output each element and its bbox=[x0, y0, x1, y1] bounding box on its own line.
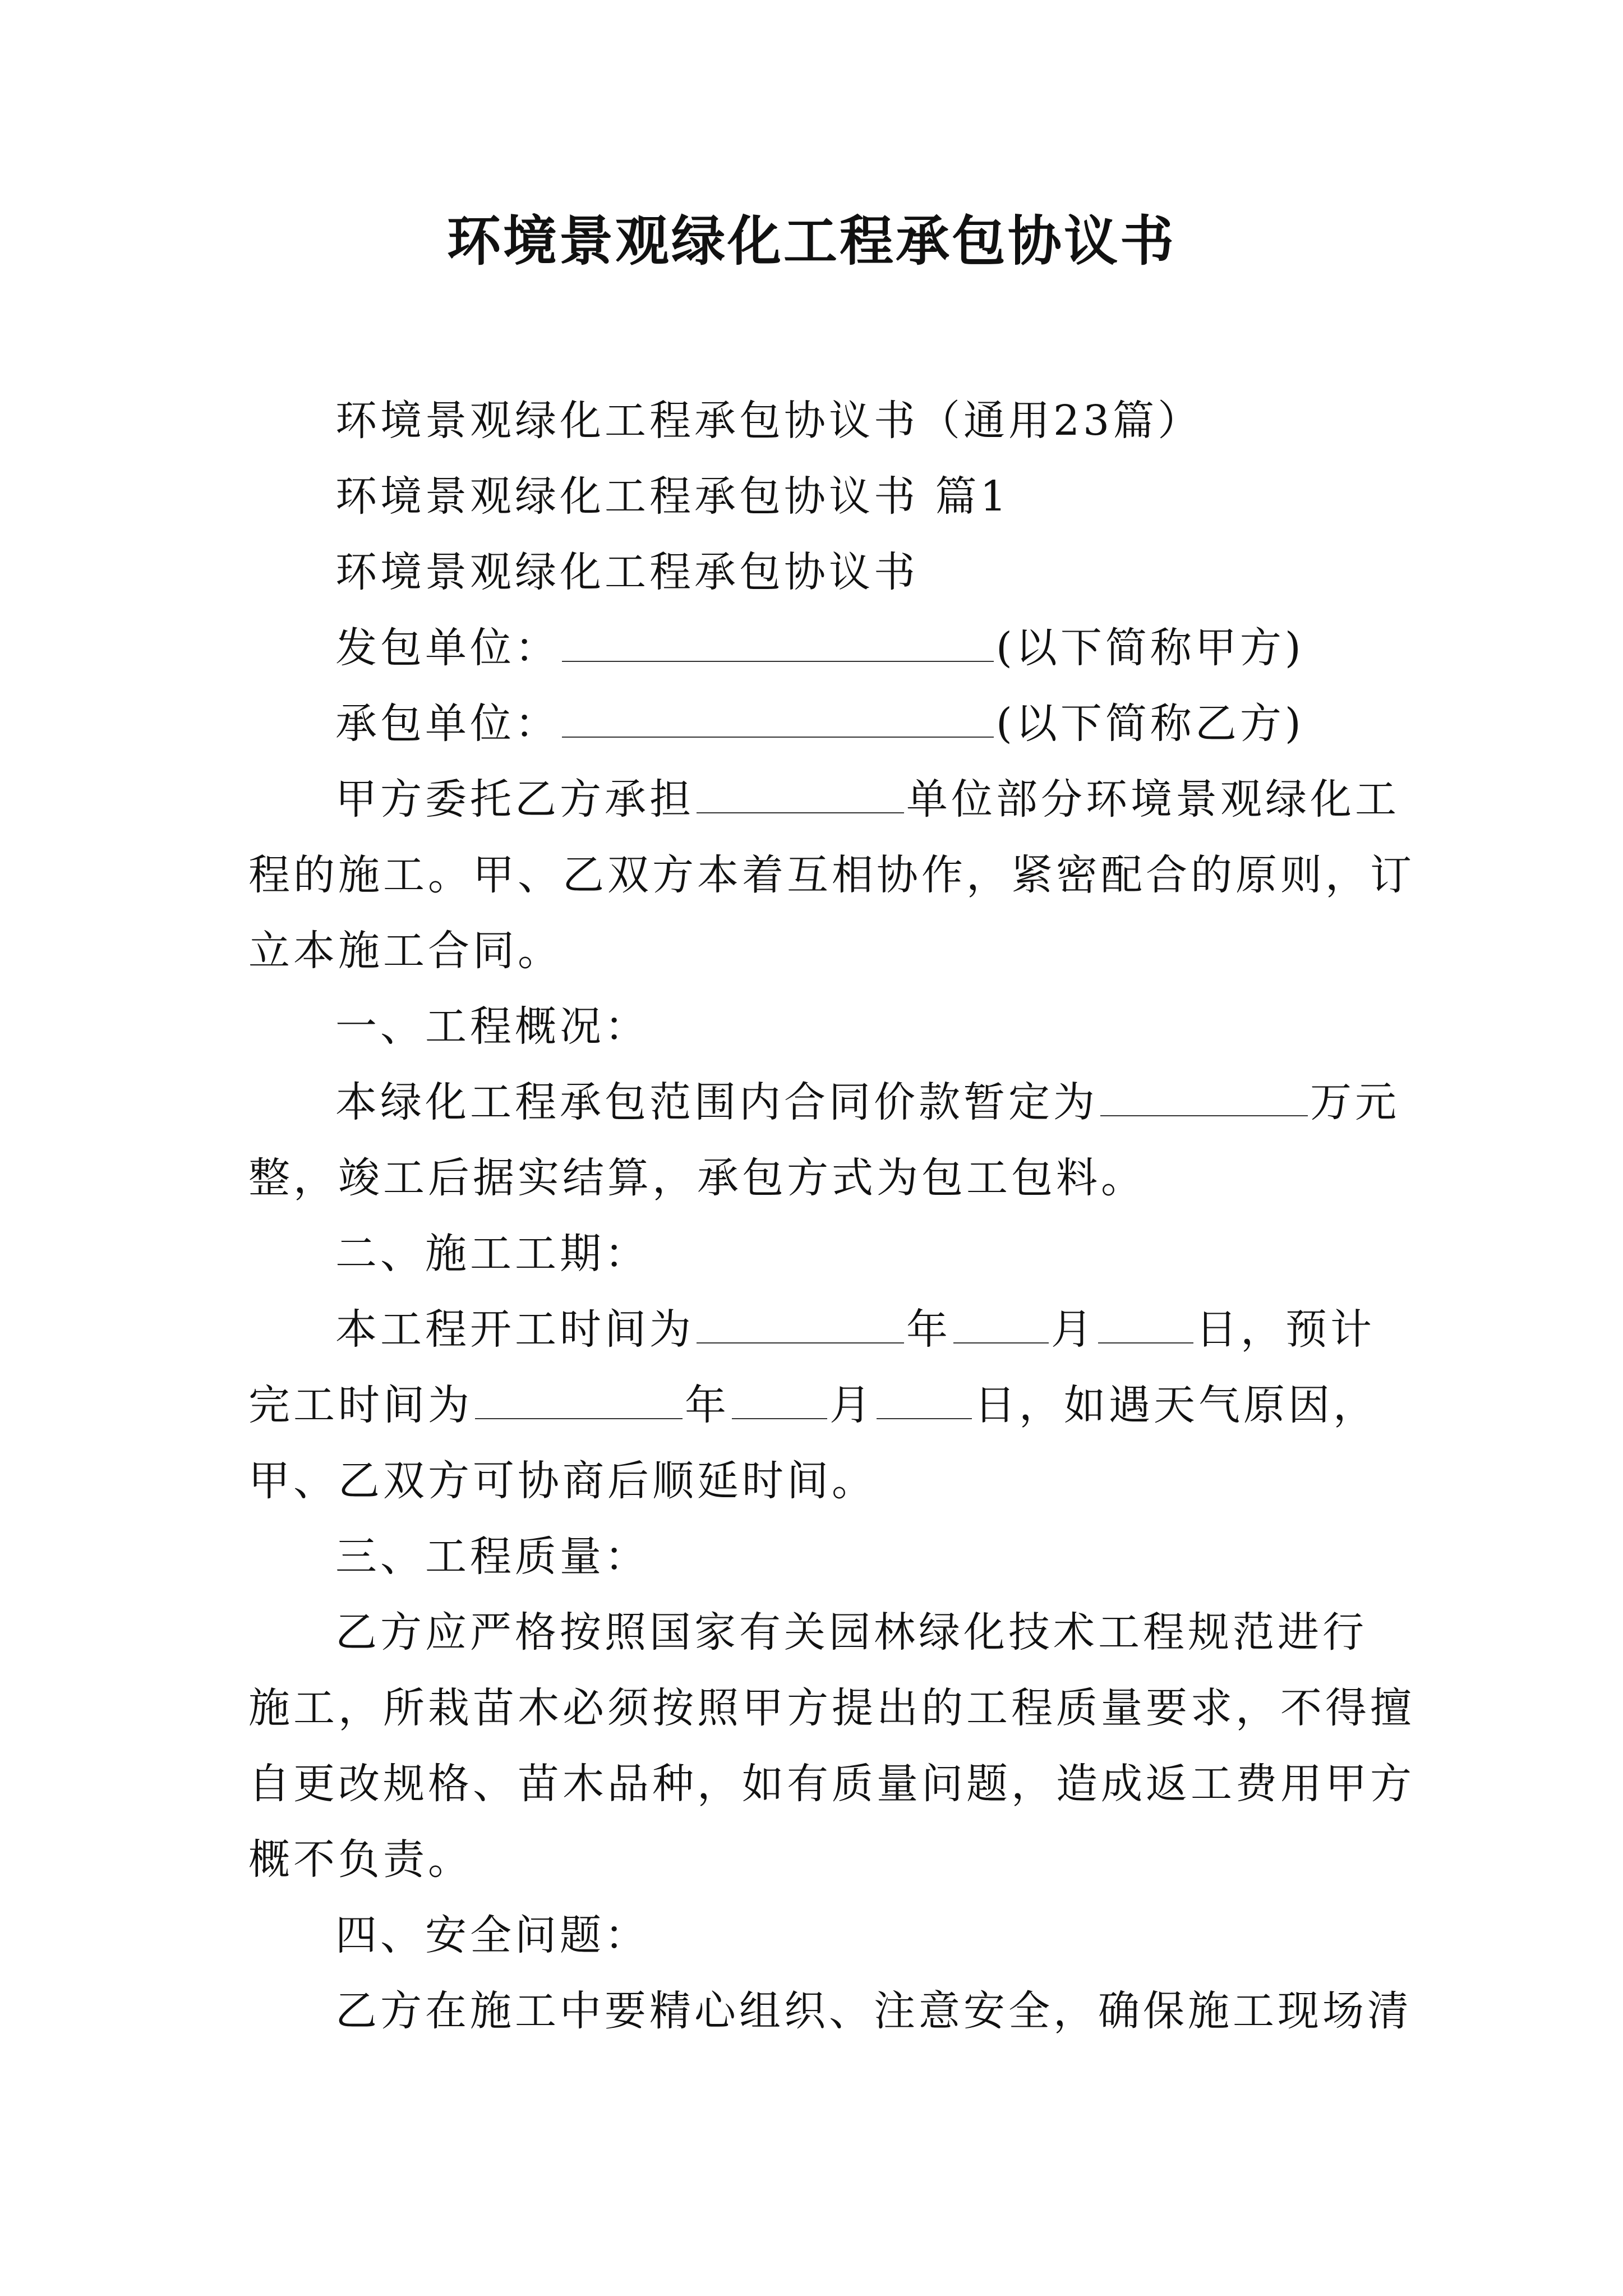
entrust-text-b: 单位部分环境景观绿化工 bbox=[906, 775, 1400, 823]
entrust-line-2: 程的施工。甲、乙双方本着互相协作，紧密配合的原则，订 bbox=[248, 851, 1415, 899]
issuer-blank[interactable] bbox=[562, 624, 994, 662]
end-day-label: 日，如遇天气原因， bbox=[974, 1381, 1378, 1429]
section-3-line-1: 乙方应严格按照国家有关园林绿化技术工程规范进行 bbox=[335, 1608, 1367, 1657]
end-month-label: 月 bbox=[829, 1381, 874, 1429]
contractor-label: 承包单位： bbox=[335, 700, 560, 748]
price-unit: 万元 bbox=[1310, 1078, 1400, 1126]
section-2-line-1 bbox=[335, 1301, 1375, 1358]
section-2-line-3: 甲、乙双方可协商后顺延时间。 bbox=[248, 1457, 877, 1505]
end-text: 完工时间为 bbox=[248, 1381, 473, 1429]
end-year-blank[interactable] bbox=[475, 1381, 683, 1419]
end-year-label: 年 bbox=[685, 1381, 730, 1429]
section-4-heading: 四、安全问题： bbox=[335, 1911, 649, 1959]
contractor-suffix: (以下简称乙方) bbox=[996, 700, 1304, 748]
section-3-line-2: 施工，所栽苗木必须按照甲方提出的工程质量要求，不得擅 bbox=[248, 1684, 1415, 1732]
section-2-heading: 二、施工工期： bbox=[335, 1230, 649, 1278]
intro-line-3: 环境景观绿化工程承包协议书 bbox=[335, 548, 919, 596]
start-day-blank[interactable] bbox=[1098, 1305, 1193, 1343]
section-3-line-3: 自更改规格、苗木品种，如有质量问题，造成返工费用甲方 bbox=[248, 1760, 1415, 1808]
end-day-blank[interactable] bbox=[877, 1381, 972, 1419]
start-year-label: 年 bbox=[906, 1305, 951, 1354]
intro-line-2: 环境景观绿化工程承包协议书 篇1 bbox=[335, 472, 1010, 521]
end-month-blank[interactable] bbox=[732, 1381, 827, 1419]
start-month-blank[interactable] bbox=[953, 1305, 1049, 1343]
section-1-line-2: 整，竣工后据实结算，承包方式为包工包料。 bbox=[248, 1154, 1146, 1202]
start-month-label: 月 bbox=[1051, 1305, 1096, 1354]
entrust-line-1 bbox=[335, 771, 1400, 827]
issuer-suffix: (以下简称甲方) bbox=[996, 624, 1304, 672]
section-3-line-4: 概不负责。 bbox=[248, 1835, 473, 1884]
price-text: 本绿化工程承包范围内合同价款暂定为 bbox=[335, 1078, 1098, 1126]
issuer-line bbox=[335, 620, 1304, 676]
section-2-line-2 bbox=[248, 1377, 1378, 1433]
document-title: 环境景观绿化工程承包协议书 bbox=[447, 209, 1176, 273]
entrust-text-a: 甲方委托乙方承担 bbox=[335, 775, 694, 823]
entrust-line-3: 立本施工合同。 bbox=[248, 927, 562, 975]
section-4-line-1: 乙方在施工中要精心组织、注意安全，确保施工现场清 bbox=[335, 1987, 1412, 2035]
intro-line-1: 环境景观绿化工程承包协议书（通用23篇） bbox=[335, 397, 1203, 445]
start-text: 本工程开工时间为 bbox=[335, 1305, 694, 1354]
section-1-line-1 bbox=[335, 1074, 1400, 1130]
section-3-heading: 三、工程质量： bbox=[335, 1533, 649, 1581]
issuer-label: 发包单位： bbox=[335, 624, 560, 672]
section-1-heading: 一、工程概况： bbox=[335, 1002, 649, 1051]
start-year-blank[interactable] bbox=[697, 1305, 904, 1343]
price-blank[interactable] bbox=[1100, 1078, 1308, 1116]
contractor-line bbox=[335, 696, 1304, 752]
start-day-label: 日，预计 bbox=[1196, 1305, 1375, 1354]
entrust-blank[interactable] bbox=[697, 775, 904, 813]
contractor-blank[interactable] bbox=[562, 700, 994, 738]
